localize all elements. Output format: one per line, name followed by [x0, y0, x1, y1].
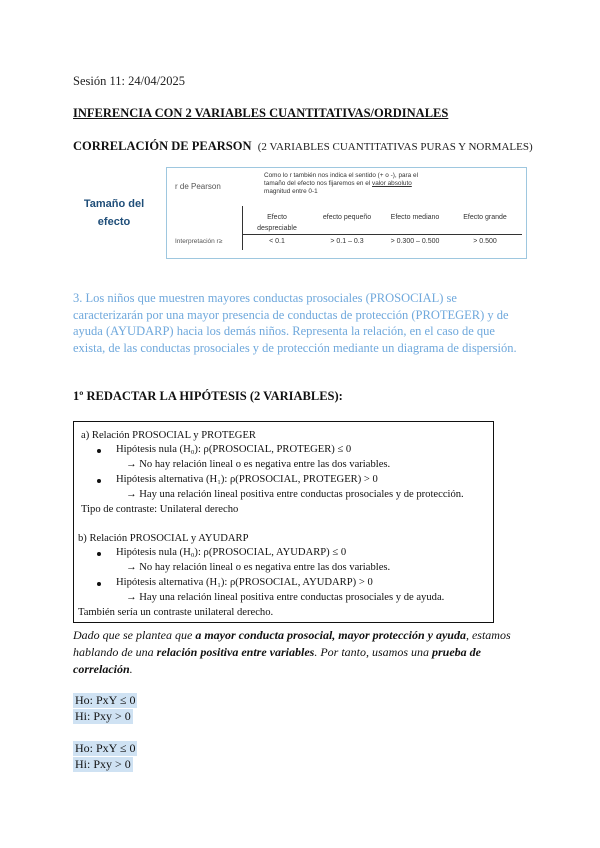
para-bold: a mayor conducta prosocial, mayor protección y ayuda: [195, 628, 466, 642]
column-header: efecto pequeño: [322, 214, 372, 221]
b-title: b) Relación PROSOCIAL y AYUDARP: [78, 533, 249, 544]
pearson-heading-bold: CORRELACIÓN DE PEARSON: [73, 139, 252, 153]
b-h0: Hipótesis nula (H₀): ρ(PROSOCIAL, AYUDARP) ≤ 0: [116, 547, 347, 558]
para-bold: relación positiva entre variables: [156, 645, 315, 659]
column-header: Efecto grande: [463, 214, 507, 221]
bullet-icon: [97, 479, 101, 483]
effect-note-line-2: [264, 180, 519, 188]
bullet-icon: [97, 449, 101, 453]
hypothesis-title: 1º REDACTAR LA HIPÓTESIS (2 VARIABLES):: [73, 389, 343, 403]
b-h1-note: → Hay una relación lineal positiva entre conductas prosociales y de ayuda.: [126, 592, 445, 603]
table-cell: > 0.300 – 0.500: [390, 238, 440, 245]
note-hi-2: Hi: Pxy > 0: [75, 757, 131, 771]
b-test: También sería un contraste unilateral derecho.: [78, 607, 274, 618]
a-h1-note: → Hay una relación lineal positiva entre conductas prosociales y de protección.: [126, 489, 464, 500]
a-h0-note: → No hay relación lineal o es negativa entre las dos variables.: [126, 459, 391, 470]
session-date: Sesión 11: 24/04/2025: [73, 74, 186, 88]
note-ho-2: Ho: PxY ≤ 0: [75, 741, 136, 755]
effect-size-table: [166, 167, 527, 259]
effect-note-line-2-text: tamaño del efecto nos fijaremos en el: [264, 180, 372, 187]
effect-note-line-1: Como lo r también nos indica el sentido (+ o -), para el: [264, 172, 418, 179]
row-label: Interpretación r≥: [175, 238, 223, 245]
table-vertical-rule: [242, 206, 243, 250]
pearson-heading: [73, 139, 533, 154]
pearson-subheading: (2 VARIABLES CUANTITATIVAS PURAS Y NORMALES): [257, 141, 533, 153]
table-horizontal-rule: [242, 234, 522, 235]
column-header: Efecto despreciable: [257, 214, 297, 232]
table-cell: < 0.1: [269, 238, 285, 245]
effect-note: [264, 172, 519, 196]
question-3: 3. Los niños que muestren mayores conductas prosociales (PROSOCIAL) se caracterizarán por una mayor presencia de conductas de protección (PROTEGER) y de ayuda (AYUDARP) hacia los demás niños. Representa la relación, en el caso de que exista, de las conductas prosociales y de protección mediante un diagrama de dispersión.: [73, 291, 517, 355]
column-header: Efecto mediano: [390, 214, 440, 221]
note-hi-1: Hi: Pxy > 0: [75, 709, 131, 723]
page-title: INFERENCIA CON 2 VARIABLES CUANTITATIVAS/ORDINALES: [73, 106, 449, 120]
b-h1: Hipótesis alternativa (H₁): ρ(PROSOCIAL, AYUDARP) > 0: [116, 577, 373, 588]
effect-size-label: Tamaño del efecto: [83, 198, 145, 228]
a-h1: Hipótesis alternativa (H₁): ρ(PROSOCIAL, PROTEGER) > 0: [116, 474, 378, 485]
effect-note-line-3: magnitud entre 0-1: [264, 188, 318, 195]
para-bold: prueba de correlación: [73, 645, 482, 676]
b-h0-note: → No hay relación lineal o es negativa entre las dos variables.: [126, 562, 391, 573]
hypothesis-box: [73, 421, 494, 623]
a-h0: Hipótesis nula (H₀): ρ(PROSOCIAL, PROTEGER) ≤ 0: [116, 444, 352, 455]
explanation-paragraph: [73, 627, 525, 678]
table-cell: > 0.1 – 0.3: [330, 238, 364, 245]
effect-note-underlined: valor absoluto: [372, 180, 412, 187]
r-pearson-label: r de Pearson: [175, 182, 221, 191]
table-cell: > 0.500: [473, 238, 497, 245]
para-text: , estamos hablando de una: [73, 628, 511, 659]
a-test: Tipo de contraste: Unilateral derecho: [81, 504, 239, 515]
para-text: . Por tanto, usamos una: [314, 645, 433, 659]
bullet-icon: [97, 582, 101, 586]
para-text: .: [129, 662, 133, 676]
a-title: a) Relación PROSOCIAL y PROTEGER: [81, 430, 256, 441]
para-text: Dado que se plantea que: [73, 628, 196, 642]
bullet-icon: [97, 552, 101, 556]
note-ho-1: Ho: PxY ≤ 0: [75, 693, 136, 707]
